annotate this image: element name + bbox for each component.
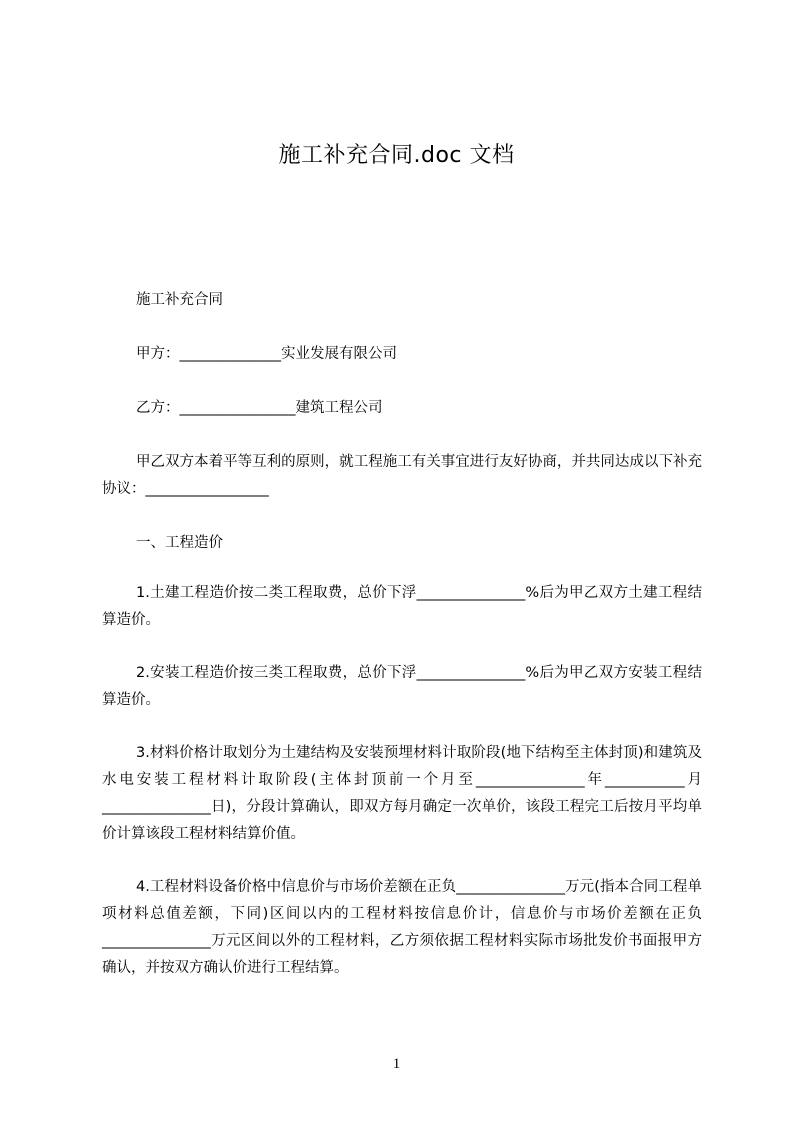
clause-3-paragraph: 3.材料价格计取划分为土建结构及安装预埋材料计取阶段(地下结构至主体封顶)和建筑及水电安装工程材料计取阶段(主体封顶前一个月至_______________年___________月_______________日)，分段计算确认，即双方每月确定一次单价，该段工程完工后按月平均单价计算该段工程材料结算价值。 bbox=[102, 745, 702, 842]
contract-heading: 施工补充合同 bbox=[136, 292, 223, 308]
page-number: 1 bbox=[392, 1056, 401, 1072]
document-title: 施工补充合同.doc 文档 bbox=[278, 143, 515, 168]
clause-2-paragraph: 2.安装工程造价按三类工程取费，总价下浮_______________%后为甲乙双方安装工程结算造价。 bbox=[102, 665, 702, 708]
section-heading-pricing: 一、工程造价 bbox=[136, 535, 223, 551]
party-b-line: 乙方：________________建筑工程公司 bbox=[136, 400, 383, 416]
intro-paragraph: 甲乙双方本着平等互利的原则，就工程施工有关事宜进行友好协商，并共同达成以下补充协议：_________________ bbox=[102, 454, 702, 497]
party-a-line: 甲方：______________实业发展有限公司 bbox=[136, 346, 397, 362]
clause-4-paragraph: 4.工程材料设备价格中信息价与市场价差额在正负_______________万元(指本合同工程单项材料总值差额，下同)区间以内的工程材料按信息价计，信息价与市场价差额在正负_______________万元区间以外的工程材料，乙方须依据工程材料实际市场批发价书面报甲方确认，并按双方确认价进行工程结算。 bbox=[102, 879, 702, 976]
clause-1-paragraph: 1.土建工程造价按二类工程取费，总价下浮_______________%后为甲乙双方土建工程结算造价。 bbox=[102, 585, 702, 628]
